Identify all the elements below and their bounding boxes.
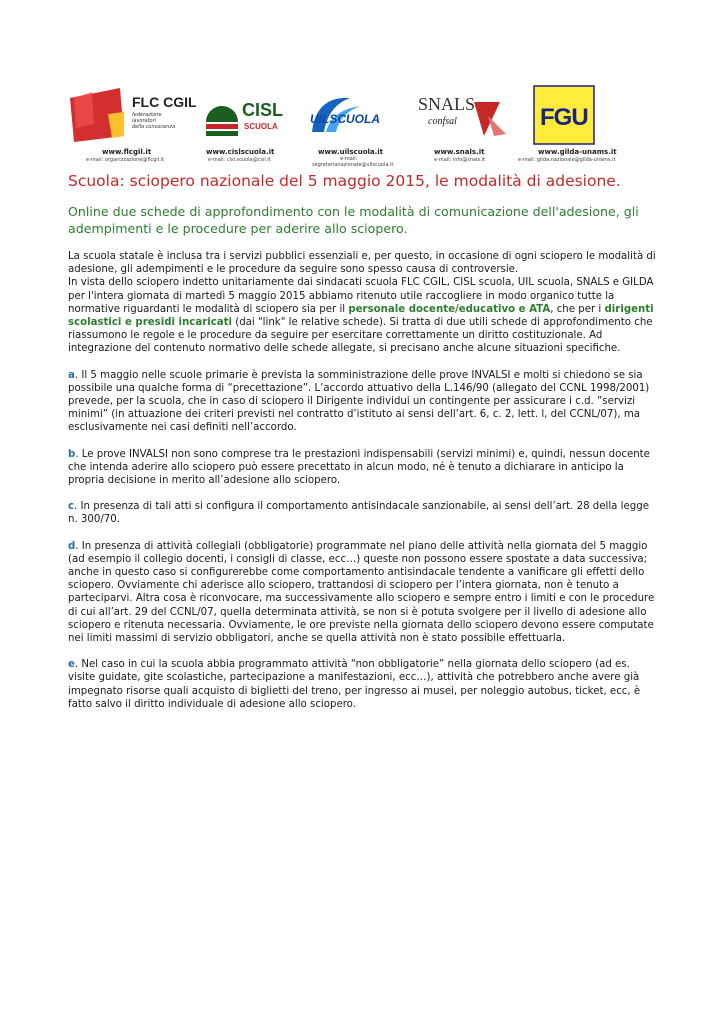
- snals-mail: e-mail: info@snals.it: [434, 157, 486, 163]
- intro-paragraph: [68, 250, 660, 356]
- item-a: [68, 369, 660, 435]
- intro-text-2a: In vista dello sciopero indetto unitariamente dai sindacati scuola FLC CGIL, CISL scuola, UIL scuola, SNALS e GILDA per l'intera giornata di martedì 5 maggio 2015 abbiamo ritenuto utile raccogliere in modo organico tutte la normative riguardanti le modalità di sciopero sia per il: [68, 277, 654, 315]
- item-text-c: . In presenza di tali atti si configura il comportamento antisindacale sanzionabile, ai sensi dell’art. 28 della legge n. 300/70.: [68, 501, 649, 526]
- page-title: Scuola: sciopero nazionale del 5 maggio 2015, le modalità di adesione.: [68, 172, 621, 190]
- flc-cgil-tagline-2: lavoratori: [132, 118, 157, 124]
- intro-text-1: La scuola statale è inclusa tra i servizi pubblici essenziali e, per questo, in occasione di ogni sciopero le modalità di adesione, gli adempimenti e le procedure da seguire sono spesso causa di controversie.: [68, 251, 656, 276]
- union-logos-banner: [68, 84, 624, 168]
- uil-mail: segreterianazionale@uilscuola.it: [312, 162, 394, 168]
- fgu-url: www.gilda-unams.it: [538, 148, 617, 156]
- snals-name: SNALS: [418, 94, 476, 114]
- item-letter-b: b: [68, 448, 76, 460]
- item-e: [68, 658, 660, 711]
- item-b: [68, 448, 660, 488]
- page-subtitle: Online due schede di approfondimento con le modalità di comunicazione dell'adesione, gli adempimenti e le procedure per aderire allo sciopero.: [68, 204, 639, 236]
- snals-logo: [418, 84, 513, 168]
- cisl-name: CISL: [242, 100, 284, 120]
- cisl-scuola-logo: [198, 84, 298, 168]
- uil-url: www.uilscuola.it: [318, 148, 384, 156]
- link-personale-docente[interactable]: personale docente/educativo e ATA: [348, 303, 551, 315]
- item-letter-a: a: [68, 369, 75, 381]
- item-text-e: . Nel caso in cui la scuola abbia programmato attività “non obbligatorie” nella giornata dello sciopero (ad es. visite guidate, gite scolastiche, partecipazione a manifestazioni, ecc…), attività che potrebbero anche avere già impegnato risorse quali acquisto di biglietti del treno, per ingresso ai musei, per noleggio autobus, ticket, ecc, è fatto salvo il diritto individuale di adesione allo sciopero.: [68, 659, 641, 710]
- item-letter-c: c: [68, 501, 75, 513]
- intro-text-2b: , che per i: [550, 303, 605, 315]
- uil-mail-label: e-mail:: [340, 156, 358, 162]
- intro-text-2c: (dai "link" le relative schede). Si tratta di due utili schede di approfondimento che riassumono le regole e le procedure da seguire per esercitare correttamente un diritto costituzionale. Ad integrazione del contenuto normativo delle schede allegate, si precisano anche alcune situazioni specifiche.: [68, 317, 653, 355]
- flc-cgil-mail: e-mail: organizzazione@flcgil.it: [86, 157, 165, 163]
- item-text-a: . Il 5 maggio nelle scuole primarie è prevista la somministrazione delle prove INVALSI e molti si chiedono se sia possibile una qualche forma di “precettazione”. L’accordo attuativo della L.146/90 (allegato del CCNL 1998/2001) prevede, per la scuola, che in caso di sciopero il Dirigente individui un contingente per assicurare i c.d. ”servizi minimi” (in attuazione dei criteri previsti nel contratto d’istituto ai sensi dell’art. 6, c. 2, lett. l, del CCNL/07), ma esclusivamente nei casi definiti nell’accordo.: [68, 369, 650, 434]
- cisl-emblem-icon: [202, 98, 242, 142]
- uil-name: UILSCUOLA: [310, 112, 380, 126]
- flc-cgil-name: FLC CGIL: [132, 94, 197, 110]
- flc-cgil-flag-icon: [68, 84, 188, 144]
- item-letter-d: d: [68, 540, 76, 552]
- fgu-mail: e-mail: gilda.nazionale@gilda-unams.it: [518, 157, 616, 163]
- uil-scuola-logo: [304, 84, 414, 168]
- flc-cgil-url: www.flcgil.it: [102, 148, 152, 156]
- link-dirigenti-scolastici[interactable]: dirigenti scolastici e presidi incaricati: [68, 303, 654, 329]
- article-body: [68, 250, 660, 724]
- cisl-url: www.cislscuola.it: [206, 148, 275, 156]
- flc-cgil-logo: [68, 84, 197, 168]
- item-text-b: . Le prove INVALSI non sono comprese tra le prestazioni indispensabili (servizi minimi) e, quindi, nessun docente che intenda aderire allo sciopero può essere precettato in alcun modo, né è tenuto a dichiarare in anticipo la propria decisione in merito all’adesione allo sciopero.: [68, 448, 650, 487]
- fgu-gilda-logo: [516, 84, 624, 168]
- snals-url: www.snals.it: [434, 148, 485, 156]
- flc-cgil-tagline-3: della conoscenza: [132, 124, 176, 130]
- cisl-mail: e-mail: cisl.scuola@cisl.it: [208, 157, 271, 163]
- cisl-sub: SCUOLA: [244, 122, 278, 131]
- item-letter-e: e: [68, 659, 75, 671]
- fgu-name: FGU: [540, 104, 588, 131]
- snals-mark-icon: [470, 96, 510, 140]
- flc-cgil-tagline-1: federazione: [132, 112, 162, 118]
- snals-sub: confsal: [428, 116, 457, 127]
- item-text-d: . In presenza di attività collegiali (obbligatorie) programmate nel piano delle attività nella giornata del 5 maggio (ad esempio il collegio docenti, i consigli di classe, ecc…) queste non possono essere spostate a data successiva; anche in questo caso si configurerebbe come comportamento antisindacale tendente a vanificare gli effetti dello sciopero. Ovviamente chi aderisce allo sciopero, trattandosi di sciopero per l’intera giornata, non è tenuto a parteciparvi. Altra cosa è riconvocare, ma successivamente allo sciopero e sempre entro i limiti e con le procedure di cui all’art. 29 del CCNL/07, quella determinata attività, se non si è potuta svolgere per il livello di adesione allo sciopero e ritenuta necessaria. Ovviamente, le ore previste nella giornata dello sciopero devono essere computate nei limiti massimi di servizio obbligatori, anche se quella attività non è stato possibile effettuarla.: [68, 540, 655, 645]
- item-d: [68, 540, 660, 646]
- item-c: [68, 500, 660, 526]
